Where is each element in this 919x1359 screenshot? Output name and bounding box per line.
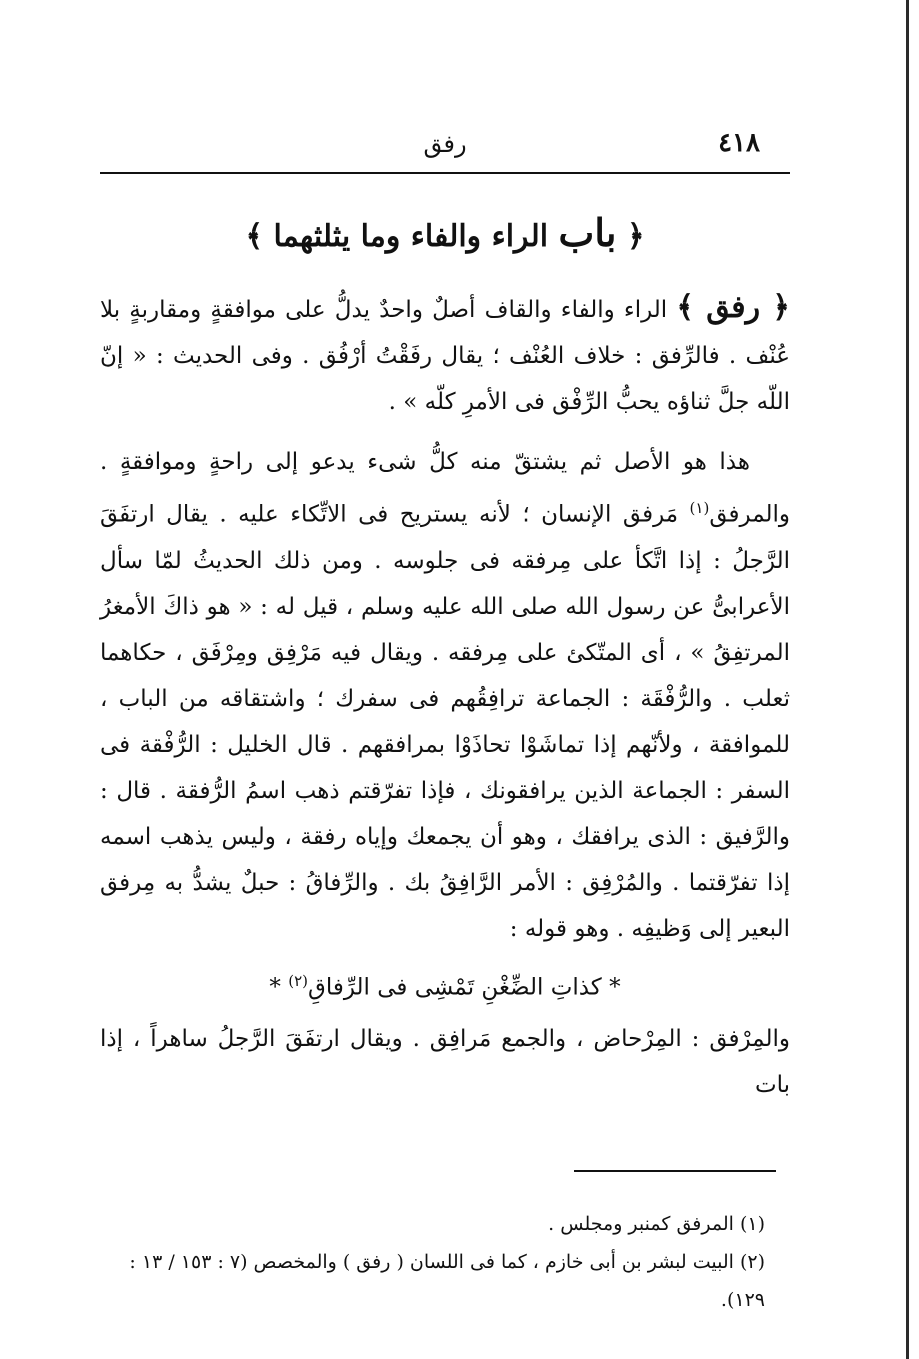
- verse-text: * كذاتِ الضِّغْنِ تَمْشِى فى الرِّفاقِ: [308, 974, 621, 1001]
- page-header: [100, 128, 790, 168]
- chapter-bracket-close: ﴾: [245, 219, 264, 254]
- footnotes: [100, 1205, 765, 1319]
- chapter-title: [100, 210, 790, 255]
- entry-paragraph-2: [100, 439, 790, 952]
- chapter-title-rest: الراء والفاء وما يثلثهما: [273, 219, 549, 254]
- entry-paragraph-1: [100, 285, 790, 425]
- page-number: ٤١٨: [718, 128, 760, 158]
- footnote-ref-2: (٢): [288, 971, 309, 990]
- entry-paragraph-1-text: الراء والفاء والقاف أصلٌ واحدٌ يدلُّ على موافقةٍ ومقاربةٍ بلا عُنْف . فالرِّفق : خلاف العُنْف ؛ يقال رفَقْتُ أرْفُق . وفى الحديث : « إنّ اللّه جلَّ ثناؤه يحبُّ الرِّفْق فى الأمرِ كلّه » .: [100, 297, 790, 415]
- verse-end-mark: *: [269, 974, 281, 1001]
- scan-edge-line: [906, 0, 909, 1359]
- footnote-rule: [574, 1170, 776, 1172]
- entry-paragraph-2-text-a: هذا هو الأصل ثم يشتقّ منه كلُّ شىء يدعو إلى راحةٍ وموافقةٍ . والمرفق: [100, 449, 790, 528]
- header-rule: [100, 172, 790, 174]
- chapter-bab-word: باب: [558, 210, 617, 255]
- footnote-2: (٢) البيت لبشر بن أبى خازم ، كما فى اللسان ( رفق ) والمخصص (٧ : ١٥٣ / ١٣ : ١٢٩).: [129, 1251, 765, 1311]
- entry-body: [100, 285, 790, 1108]
- verse-line: [100, 958, 790, 1011]
- footnote-ref-1: (١): [689, 499, 710, 517]
- entry-paragraph-3: والمِرْفق : المِرْحاض ، والجمع مَرافِق . ويقال ارتفَقَ الرَّجلُ ساهراً ، إذا بات: [100, 1026, 790, 1099]
- chapter-bracket-open: ﴿: [626, 219, 645, 254]
- footnote-1: (١) المرفق كمنبر ومجلس .: [548, 1213, 765, 1235]
- entry-paragraph-2-text-b: مَرفق الإنسان ؛ لأنه يستريح فى الاتِّكاء عليه . يقال ارتفَقَ الرَّجلُ : إذا اتَّكأ على مِرفقه فى جلوسه . ومن ذلك الحديثُ لمّا سأل الأعرابىُّ عن رسول الله صلى الله عليه وسلم ، قيل له : « هو ذاكَ الأمغرُ المرتفِقُ » ، أى المتّكئ على مِرفقه . ويقال فيه مَرْفِق ومِرْفَق ، حكاهما ثعلب . والرُّفْقَة : الجماعة ترافِقُهم فى سفرك ؛ واشتقاقه من الباب ، للموافقة ، ولأنّهم إذا تماشَوْا تحاذَوْا بمرافقهم . قال الخليل : الرُّفْقة فى السفر : الجماعة الذين يرافقونك ، فإذا تفرّقتم ذهب اسمُ الرُّفقة . قال : والرَّفيق : الذى يرافقك ، وهو أن يجمعك وإياه رفقة ، وليس يذهب اسمه إذا تفرّقتما . والمُرْفِق : الأمر الرَّافِقُ بك . والرِّفاقُ : حبلٌ يشدُّ به مِرفق البعير إلى وَظيفِه . وهو قوله :: [100, 501, 790, 942]
- running-head: رفق: [423, 130, 467, 158]
- entry-headword: ﴿ رفق ﴾: [676, 290, 790, 325]
